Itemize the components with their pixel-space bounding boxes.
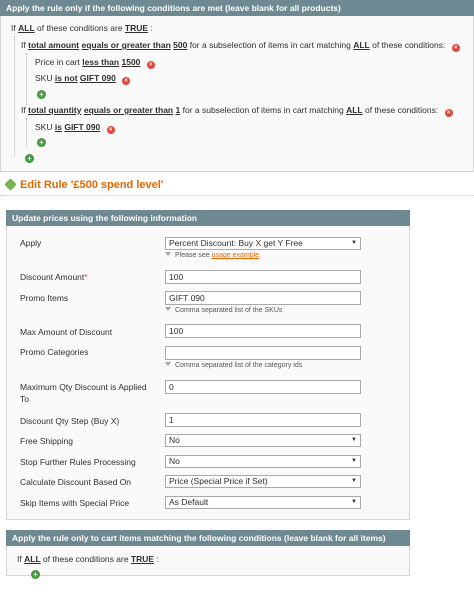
condition-text: of these conditions: (365, 105, 439, 115)
tree-connector (26, 53, 27, 105)
apply-note (165, 252, 261, 259)
condition-text: of these conditions are (37, 23, 123, 33)
condition-text: If (17, 554, 22, 564)
add-circle-icon[interactable]: + (37, 90, 46, 99)
required-marker: * (84, 272, 88, 282)
free-shipping-label: Free Shipping (20, 436, 73, 446)
condition-text: If (11, 23, 16, 33)
note-text: Please see (175, 252, 210, 259)
tree-connector (14, 36, 15, 156)
skip-items-select[interactable] (165, 496, 361, 509)
stop-rules-label: Stop Further Rules Processing (20, 457, 136, 467)
usage-example-link[interactable]: usage example (211, 252, 260, 259)
skip-items-value: As Default (169, 497, 209, 507)
operator-link[interactable]: equals or greater than (81, 40, 171, 50)
max-amount-label: Max Amount of Discount (20, 327, 113, 337)
promo-items-input[interactable]: GIFT 090 (165, 291, 361, 305)
item-conditions-section-header: Apply the rule only to cart items matching the following conditions (leave blank for all items) (6, 530, 410, 546)
discount-amount-label (20, 272, 88, 282)
max-qty-label-line1: Maximum Qty Discount is Applied (20, 382, 147, 392)
condition-text: If (21, 40, 26, 50)
aggregator-link[interactable]: ALL (353, 40, 370, 50)
page-title-text: Edit Rule '£500 spend level' (20, 179, 164, 191)
max-qty-label (20, 381, 147, 405)
calc-based-select[interactable] (165, 475, 361, 488)
note-text: Comma separated list of the category ids (175, 362, 303, 369)
attribute-link[interactable]: total quantity (28, 105, 82, 115)
remove-circle-icon[interactable]: × (452, 44, 460, 52)
aggregator-link[interactable]: ALL (18, 23, 35, 33)
add-circle-icon[interactable]: + (37, 138, 46, 147)
operator-link[interactable]: is (54, 122, 62, 132)
page-title (6, 179, 163, 191)
conditions-panel (0, 16, 474, 172)
free-shipping-value: No (169, 435, 180, 445)
stop-rules-value: No (169, 456, 180, 466)
promo-items-label: Promo Items (20, 293, 69, 303)
operator-link[interactable]: is not (54, 73, 78, 83)
item-conditions-panel (6, 546, 410, 579)
operator-link[interactable]: equals or greater than (83, 105, 174, 115)
actions-panel (6, 226, 410, 520)
operator-link[interactable]: less than (82, 57, 120, 67)
discount-amount-label-text: Discount Amount (20, 272, 85, 282)
apply-select[interactable] (165, 237, 361, 250)
value-link[interactable]: TRUE (124, 23, 149, 33)
note-arrow-icon (165, 252, 171, 256)
condition-text: for a subselection of items in cart matching (189, 40, 351, 50)
calc-based-value: Price (Special Price if Set) (169, 476, 268, 486)
subselection-condition (21, 40, 460, 52)
max-qty-label-line2: To (20, 394, 29, 404)
promo-categories-input[interactable] (165, 346, 361, 360)
note-text: Comma separated list of the SKUs (175, 307, 283, 314)
condition-text: : (150, 23, 153, 33)
value-link[interactable]: GIFT 090 (64, 122, 101, 132)
actions-section-header: Update prices using the following information (6, 210, 410, 226)
dropdown-arrow-icon: ▼ (351, 240, 357, 246)
remove-circle-icon[interactable]: × (122, 77, 130, 85)
conditions-section-header: Apply the rule only if the following conditions are met (leave blank for all products) (0, 0, 474, 16)
qty-step-input[interactable]: 1 (165, 413, 361, 427)
stop-rules-select[interactable] (165, 455, 361, 468)
value-link[interactable]: 1500 (121, 57, 141, 67)
condition-text: of these conditions are (43, 554, 129, 564)
note-text: . (259, 252, 262, 259)
promo-categories-label: Promo Categories (20, 347, 89, 357)
aggregator-link[interactable]: ALL (346, 105, 363, 115)
note-arrow-icon (165, 362, 171, 366)
root-condition (17, 554, 159, 564)
root-condition (11, 23, 153, 33)
max-amount-input[interactable]: 100 (165, 324, 361, 338)
condition-label: Price in cart (35, 57, 80, 67)
add-circle-icon[interactable]: + (25, 154, 34, 163)
calc-based-label: Calculate Discount Based On (20, 477, 132, 487)
condition-row (35, 57, 155, 69)
qty-step-label: Discount Qty Step (Buy X) (20, 416, 120, 426)
dropdown-arrow-icon: ▼ (351, 458, 357, 464)
max-qty-input[interactable]: 0 (165, 380, 361, 394)
attribute-link[interactable]: total amount (28, 40, 80, 50)
remove-circle-icon[interactable]: × (107, 126, 115, 134)
promo-items-note (165, 307, 282, 314)
free-shipping-select[interactable] (165, 434, 361, 447)
note-arrow-icon (165, 307, 171, 311)
discount-amount-input[interactable]: 100 (165, 270, 361, 284)
condition-text: of these conditions: (372, 40, 446, 50)
condition-text: for a subselection of items in cart matching (182, 105, 344, 115)
dropdown-arrow-icon: ▼ (351, 499, 357, 505)
add-circle-icon[interactable]: + (31, 570, 40, 579)
subselection-condition (21, 105, 453, 117)
aggregator-link[interactable]: ALL (24, 554, 41, 564)
condition-label: SKU (35, 122, 53, 132)
value-link[interactable]: GIFT 090 (79, 73, 116, 83)
condition-text: : (156, 554, 159, 564)
condition-label: SKU (35, 73, 53, 83)
tree-connector (26, 118, 27, 146)
value-link[interactable]: 500 (173, 40, 188, 50)
dropdown-arrow-icon: ▼ (351, 437, 357, 443)
apply-label: Apply (20, 238, 42, 248)
apply-select-value: Percent Discount: Buy X get Y Free (169, 238, 303, 248)
condition-row (35, 122, 115, 134)
condition-row (35, 73, 130, 85)
remove-circle-icon[interactable]: × (147, 61, 155, 69)
dropdown-arrow-icon: ▼ (351, 478, 357, 484)
edit-rule-icon (4, 178, 17, 191)
divider (0, 195, 474, 196)
promo-categories-note (165, 362, 302, 369)
condition-text: If (21, 105, 26, 115)
remove-circle-icon[interactable]: × (445, 109, 453, 117)
skip-items-label: Skip Items with Special Price (20, 498, 130, 508)
value-link[interactable]: TRUE (130, 554, 155, 564)
value-link[interactable]: 1 (175, 105, 181, 115)
